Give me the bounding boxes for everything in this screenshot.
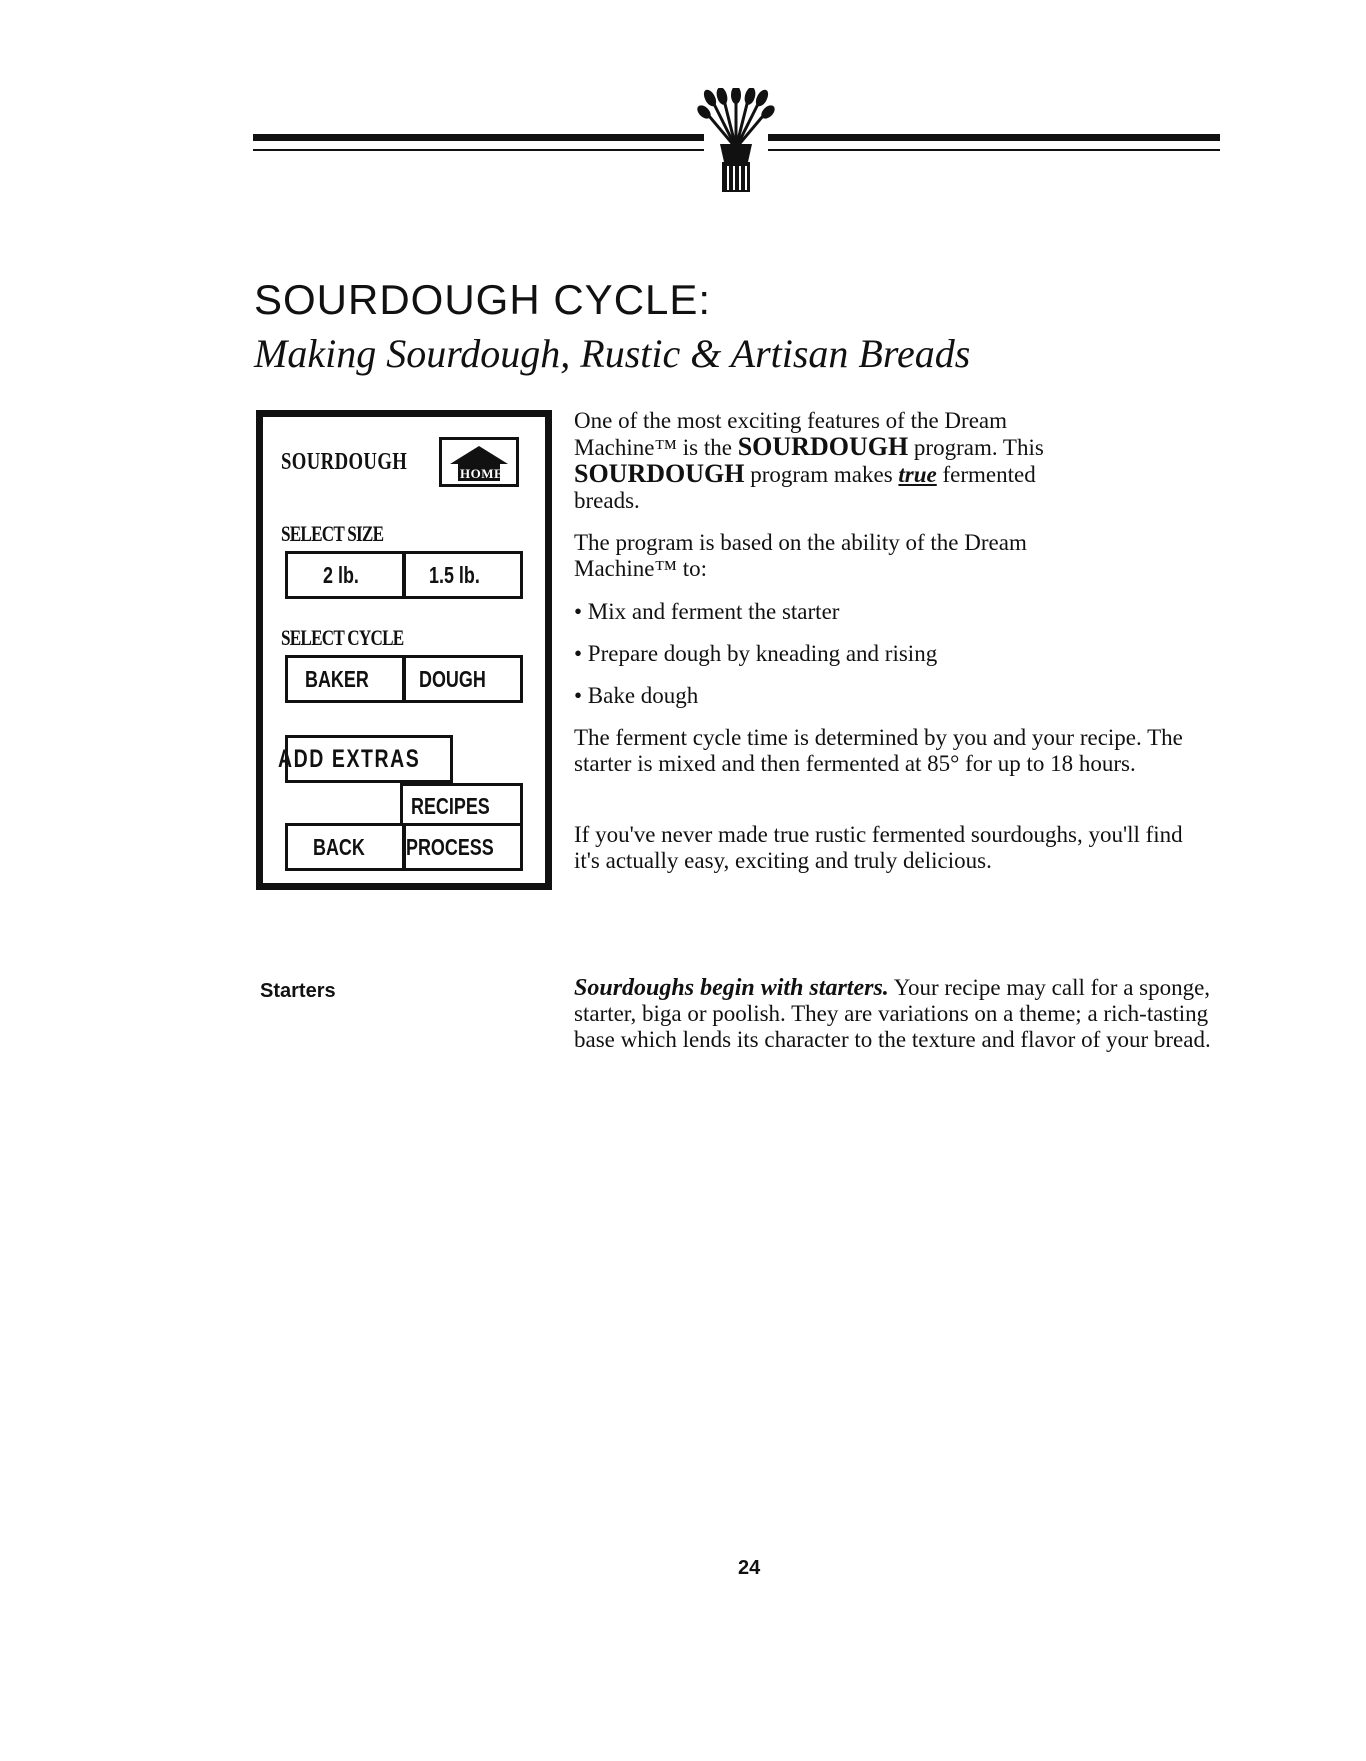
header-rule-thin xyxy=(768,149,1220,151)
recipes-button[interactable]: RECIPES xyxy=(400,783,523,826)
navigation-row xyxy=(285,823,523,871)
header-rule xyxy=(768,134,1220,141)
wheat-sheaf-icon xyxy=(690,88,782,196)
process-button[interactable]: PROCESS xyxy=(405,833,494,860)
home-label: HOME xyxy=(460,466,504,481)
list-item: • Bake dough xyxy=(574,683,699,708)
cycle-selector xyxy=(285,655,523,703)
control-panel xyxy=(256,410,552,890)
page-title: SOURDOUGH CYCLE: xyxy=(254,276,712,323)
size-selector xyxy=(285,551,523,599)
list-item: • Mix and ferment the starter xyxy=(574,599,840,624)
home-button[interactable] xyxy=(439,437,519,487)
starters-paragraph: Sourdoughs begin with starters. Your recipe may call for a sponge, starter, biga or poolish. They are variations on a theme; a rich-tasting base which lends its character to the texture and flavor of your bread. xyxy=(574,975,1211,1052)
select-size-label: SELECT SIZE xyxy=(281,521,384,546)
dough-button[interactable]: DOUGH xyxy=(419,665,486,692)
list-item: • Prepare dough by kneading and rising xyxy=(574,641,938,666)
closing-paragraph: If you've never made true rustic fermented sourdoughs, you'll find it's actually easy, exciting and truly delicious. xyxy=(574,822,1183,873)
program-name: SOURDOUGH xyxy=(281,449,408,475)
intro-paragraph: One of the most exciting features of the Dream Machine™ is the SOURDOUGH program. This SOURDOUGH program makes true fermented breads. xyxy=(574,408,1044,513)
program-basis-paragraph: The program is based on the ability of the Dream Machine™ to: xyxy=(574,530,1027,581)
page-number: 24 xyxy=(738,1557,761,1579)
size-2lb-button[interactable]: 2 lb. xyxy=(322,561,359,588)
size-1-5lb-button[interactable]: 1.5 lb. xyxy=(429,561,481,588)
header-rule-thin xyxy=(253,149,704,151)
back-button[interactable]: BACK xyxy=(312,833,365,860)
section-heading-starters: Starters xyxy=(260,980,336,1002)
select-cycle-label: SELECT CYCLE xyxy=(281,625,404,650)
add-extras-button[interactable]: ADD EXTRAS xyxy=(285,735,453,783)
baker-button[interactable]: BAKER xyxy=(305,665,369,692)
ferment-paragraph: The ferment cycle time is determined by you and your recipe. The starter is mixed and then fermented at 85° for up to 18 hours. xyxy=(574,725,1183,776)
page-subtitle: Making Sourdough, Rustic & Artisan Breads xyxy=(254,331,971,376)
header-rule xyxy=(253,134,704,141)
